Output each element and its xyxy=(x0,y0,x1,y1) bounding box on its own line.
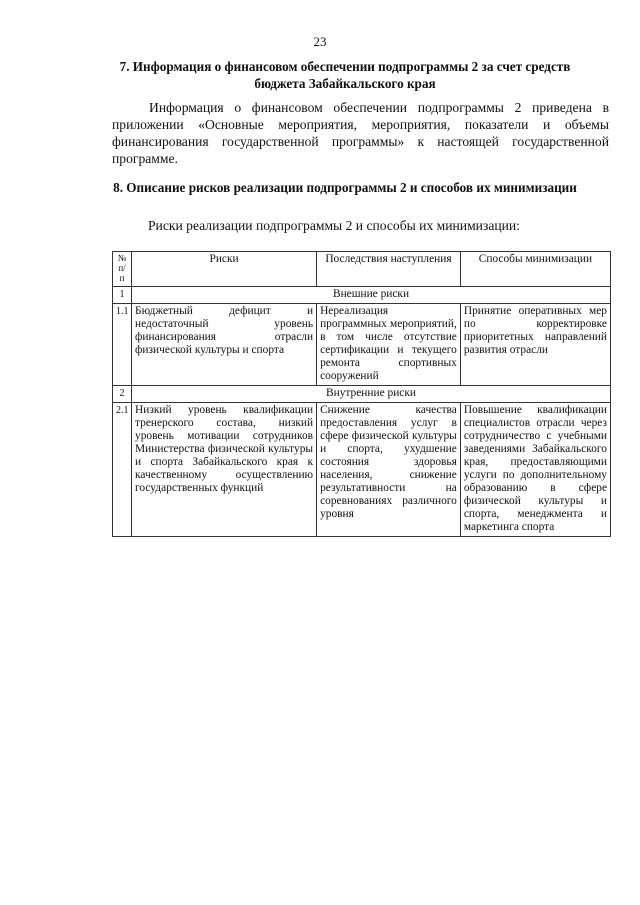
table-row xyxy=(113,304,611,386)
consequence-cell: Нереализация программных мероприятий, в том числе отсутствие сертификации и текущего ремонта спортивных сооружений xyxy=(317,304,461,386)
row-num: 1.1 xyxy=(113,304,132,386)
risk-cell: Низкий уровень квалификации тренерского состава, низкий уровень мотивации сотрудников Министерства физической культуры и спорта Забайкальского края к качественному осуществлению государственных функций xyxy=(132,402,317,536)
section-title: Внутренние риски xyxy=(132,385,611,402)
risk-cell: Бюджетный дефицит и недостаточный уровень финансирования отрасли физической культуры и спорта xyxy=(132,304,317,386)
risks-table xyxy=(112,251,611,537)
method-cell: Принятие оперативных мер по корректировке приоритетных направлений развития отрасли xyxy=(460,304,610,386)
section-8-heading: 8. Описание рисков реализации подпрограммы 2 и способов их минимизации xyxy=(113,180,577,195)
section-row-external xyxy=(113,287,611,304)
section-num: 1 xyxy=(113,287,132,304)
header-methods: Способы минимизации xyxy=(460,252,610,287)
header-consequences: Последствия наступления xyxy=(317,252,461,287)
method-cell: Повышение квалификации специалистов отрасли через сотрудничество с учебными заведениями Забайкальского края, предоставляющими услуги по дополнительному образованию в сфере физической культуры и спорта, менеджмента и маркетинга спорта xyxy=(460,402,610,536)
section-title: Внешние риски xyxy=(132,287,611,304)
table-row xyxy=(113,402,611,536)
section-num: 2 xyxy=(113,385,132,402)
page-number: 23 xyxy=(313,34,327,49)
section-8-intro: Риски реализации подпрограммы 2 и способы их минимизации: xyxy=(148,218,520,233)
header-risks: Риски xyxy=(132,252,317,287)
section-7-heading: 7. Информация о финансовом обеспечении подпрограммы 2 за счет средств бюджета Забайкальского края xyxy=(119,59,571,91)
row-num: 2.1 xyxy=(113,402,132,536)
section-7-paragraph: Информация о финансовом обеспечении подпрограммы 2 приведена в приложении «Основные мероприятия, мероприятия, показатели и объемы финансирования государственной программы» к настоящей государственной программе. xyxy=(112,100,609,166)
header-num: № п/п xyxy=(113,252,132,287)
table-header-row xyxy=(113,252,611,287)
section-row-internal xyxy=(113,385,611,402)
consequence-cell: Снижение качества предоставления услуг в сфере физической культуры и спорта, ухудшение состояния здоровья населения, снижение результативности на соревнованиях различного уровня xyxy=(317,402,461,536)
